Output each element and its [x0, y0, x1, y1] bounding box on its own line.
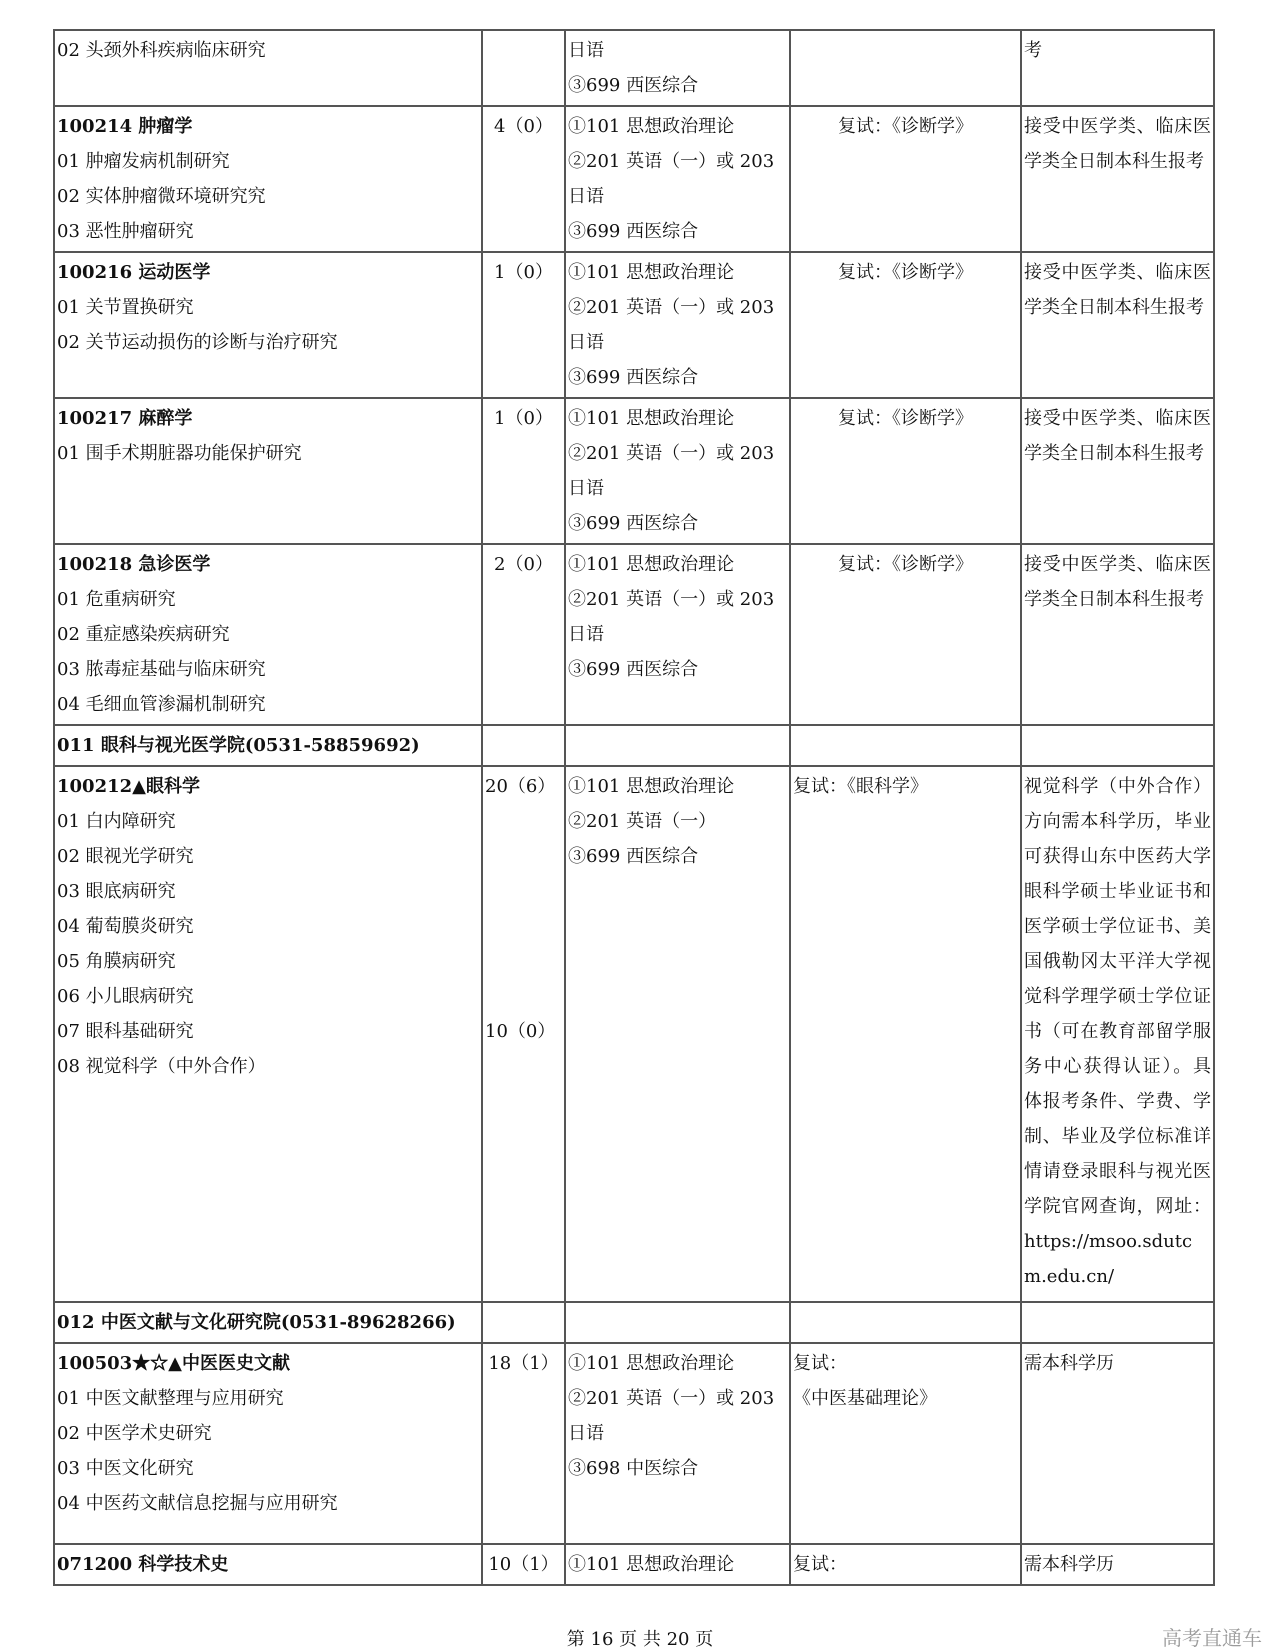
department-cell: 012 中医文献与文化研究院(0531-89628266): [54, 1302, 482, 1343]
retest-cell: 复试：《诊断学》: [790, 252, 1021, 398]
quota-cell: 2（0）: [482, 544, 565, 725]
major-title: 100217 麻醉学: [57, 408, 193, 429]
direction-cell: [54, 1544, 482, 1585]
retest-cell: 复试：《眼科学》: [790, 766, 1021, 1302]
notes-cell: 接受中医学类、临床医学类全日制本科生报考: [1021, 398, 1214, 544]
major-title: 100218 急诊医学: [57, 554, 211, 575]
table-row: [54, 766, 1214, 1302]
notes-cell: 接受中医学类、临床医学类全日制本科生报考: [1021, 252, 1214, 398]
department-row: [54, 1302, 1214, 1343]
quota-cell: 20（6） 10（0）: [482, 766, 565, 1302]
exam-cell: ①101 思想政治理论 ②201 英语（一）或 203 日语 ③699 西医综合: [565, 544, 790, 725]
exam-cell: ①101 思想政治理论 ②201 英语（一）或 203 日语 ③698 中医综合: [565, 1343, 790, 1544]
exam-cell: ①101 思想政治理论 ②201 英语（一） ③699 西医综合: [565, 766, 790, 1302]
quota-cell: 18（1）: [482, 1343, 565, 1544]
exam-cell: 日语 ③699 西医综合: [565, 30, 790, 106]
watermark: 高考直通车: [1162, 1626, 1262, 1650]
exam-cell: ①101 思想政治理论 ②201 英语（一）或 203 日语 ③699 西医综合: [565, 106, 790, 252]
retest-cell: 复试：《诊断学》: [790, 544, 1021, 725]
direction-cell: 100214 肿瘤学 01 肿瘤发病机制研究 02 实体肿瘤微环境研究究 03 恶性肿瘤研究: [54, 106, 482, 252]
exam-cell: ①101 思想政治理论 ②201 英语（一）或 203 日语 ③699 西医综合: [565, 252, 790, 398]
direction-cell: 100218 急诊医学 01 危重病研究 02 重症感染疾病研究 03 脓毒症基础与临床研究 04 毛细血管渗漏机制研究: [54, 544, 482, 725]
exam-cell: ①101 思想政治理论: [565, 1544, 790, 1585]
direction-cell: 02 头颈外科疾病临床研究: [54, 30, 482, 106]
notes-cell: 接受中医学类、临床医学类全日制本科生报考: [1021, 544, 1214, 725]
retest-cell: [790, 30, 1021, 106]
retest-cell: 复试： 《中医基础理论》: [790, 1343, 1021, 1544]
notes-cell: 考: [1021, 30, 1214, 106]
major-title: 100214 肿瘤学: [57, 116, 193, 137]
quota-cell: 1（0）: [482, 252, 565, 398]
table-row: [54, 1343, 1214, 1544]
quota-cell: 1（0）: [482, 398, 565, 544]
department-cell: 011 眼科与视光医学院(0531-58859692): [54, 725, 482, 766]
direction-cell: 100216 运动医学 01 关节置换研究 02 关节运动损伤的诊断与治疗研究: [54, 252, 482, 398]
retest-cell: 复试：《诊断学》: [790, 398, 1021, 544]
table-row: [54, 398, 1214, 544]
table-row: [54, 30, 1214, 106]
notes-cell: 需本科学历: [1021, 1343, 1214, 1544]
table-row: [54, 1544, 1214, 1585]
major-title: 100503★☆▲中医医史文献: [57, 1353, 290, 1374]
table-row: [54, 106, 1214, 252]
direction-cell: 100503★☆▲中医医史文献 01 中医文献整理与应用研究 02 中医学术史研究 03 中医文化研究 04 中医药文献信息挖掘与应用研究: [54, 1343, 482, 1544]
notes-cell: 需本科学历: [1021, 1544, 1214, 1585]
notes-cell: 视觉科学（中外合作）方向需本科学历，毕业可获得山东中医药大学眼科学硕士毕业证书和医学硕士学位证书、美国俄勒冈太平洋大学视觉科学理学硕士学位证书（可在教育部留学服务中心获得认证）。具体报考条件、学费、学制、毕业及学位标准详情请登录眼科与视光医学院官网查询，网址：https://msoo.sdutcm.edu.cn/: [1021, 766, 1214, 1302]
table-row: [54, 252, 1214, 398]
department-row: [54, 725, 1214, 766]
table-row: [54, 544, 1214, 725]
quota-cell: [482, 30, 565, 106]
page-number: 第 16 页 共 20 页: [566, 1629, 714, 1650]
major-title: 100216 运动医学: [57, 262, 211, 283]
direction-cell: 100217 麻醉学 01 围手术期脏器功能保护研究: [54, 398, 482, 544]
major-title: 100212▲眼科学: [57, 776, 200, 797]
retest-cell: 复试：《诊断学》: [790, 106, 1021, 252]
exam-cell: ①101 思想政治理论 ②201 英语（一）或 203 日语 ③699 西医综合: [565, 398, 790, 544]
enrollment-catalog-table: [53, 29, 1215, 1586]
notes-cell: 接受中医学类、临床医学类全日制本科生报考: [1021, 106, 1214, 252]
quota-cell: 10（1）: [482, 1544, 565, 1585]
major-title: 071200 科学技术史: [57, 1554, 229, 1575]
direction-cell: 100212▲眼科学 01 白内障研究 02 眼视光学研究 03 眼底病研究 04 葡萄膜炎研究 05 角膜病研究 06 小儿眼病研究 07 眼科基础研究 08 视觉科学（中外合作）: [54, 766, 482, 1302]
retest-cell: 复试：: [790, 1544, 1021, 1585]
quota-cell: 4（0）: [482, 106, 565, 252]
